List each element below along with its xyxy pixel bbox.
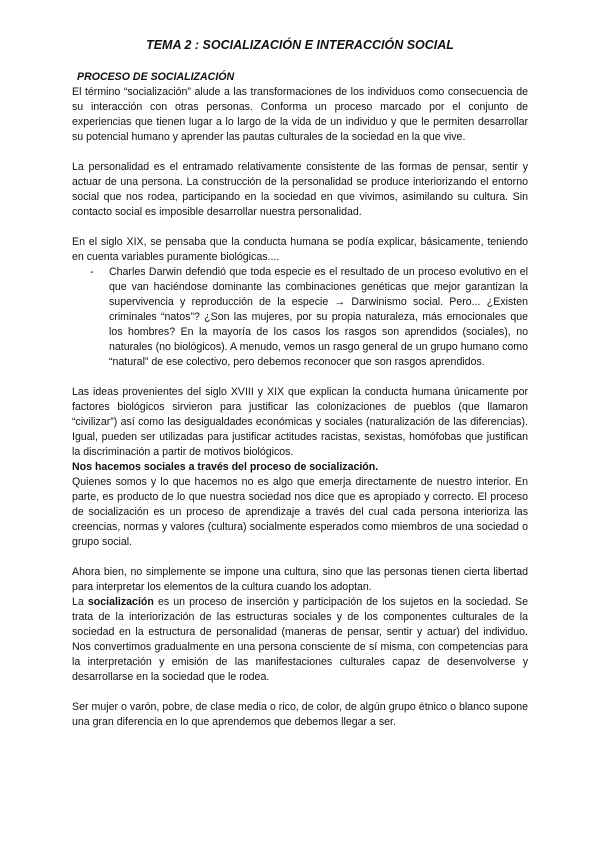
section-heading-proceso: PROCESO DE SOCIALIZACIÓN [77,71,235,83]
paragraph-rest: es un proceso de inserción y participación de los sujetos en la sociedad. Se trata de la interiorización de las estructuras sociales y de los componentes culturales de la sociedad en la estructura de personalidad (maneras de pensar, sentir y actuar) del individuo. Nos convertimos gradualmente en una persona consciente de sí misma, con competencias para la interpretación y emisión de las manifestaciones culturales capaz de desenvolverse y desarrollarse en la sociedad que le rodea. [72,596,529,683]
bold-term-socializacion: socialización [87,596,154,608]
paragraph-socializacion-definition: El término “socialización” alude a las transformaciones de los individuos como consecuencia de su interacción con otras personas. Conforma un proceso marcado por el conjunto de experiencias que tienen lugar a lo largo de la vida de un individuo y que le permiten desarrollar su potencial humano y aprender las pautas culturales de la sociedad en la que vive. [72,86,528,143]
paragraph-socializacion-insercion [72,595,528,685]
paragraph-ahora-bien: Ahora bien, no simplemente se impone una cultura, sino que las personas tienen cierta libertad para interpretar los elementos de la cultura cuando los adoptan. [72,566,528,593]
list-item-darwin-text: Charles Darwin defendió que toda especie es el resultado de un proceso evolutivo en el que van haciéndose dominante las combinaciones genéticas que mejor garantizan la supervivencia y reproducción de la especie → Darwinismo social. Pero... ¿Existen criminales “natos”? ¿Son las mujeres, por su propia naturaleza, más emocionales que los hombres? En la mayoría de los casos los rasgos son aprendidos (sociales), no naturales (no biológicos). A menudo, vemos un rasgo general de un grupo humano como “natural” de ese colectivo, pero debemos reconocer que son rasgos aprendidos. [109,266,528,368]
paragraph-prefix: La [72,596,88,608]
bullet-list [72,265,528,370]
paragraph-siglo-xix: En el siglo XIX, se pensaba que la conducta humana se podía explicar, básicamente, teniendo en cuenta variables puramente biológicas.... [72,236,528,263]
section-heading-nos-hacemos: Nos hacemos sociales a través del proceso de socialización. [72,461,379,473]
paragraph-quienes-somos: Quienes somos y lo que hacemos no es algo que emerja directamente de nuestro interior. En parte, es producto de lo que nuestra sociedad nos dice que es apropiado y correcto. El proceso de socialización es un proceso de aprendizaje a través del cual cada persona interioriza las creencias, normas y valores (cultura) socialmente esperados como miembros de una sociedad o grupo social. [72,476,528,548]
bullet-dash: - [90,266,94,278]
page-title: TEMA 2 : SOCIALIZACIÓN E INTERACCIÓN SOCIAL [146,38,454,52]
document-body [72,70,528,730]
paragraph-ideas-siglo: Las ideas provenientes del siglo XVIII y XIX que explican la conducta humana únicamente por factores biológicos sirvieron para justificar las colonizaciones de pueblos (que llamaron “civilizar”) así como las desigualdades económicas y sociales (naturalización de las diferencias). Igual, pueden ser utilizadas para justificar actitudes racistas, sexistas, homófobas que justifican la discriminación a partir de motivos biológicos. [72,386,528,458]
paragraph-personalidad: La personalidad es el entramado relativamente consistente de las formas de pensar, sentir y actuar de una persona. La construcción de la personalidad se produce interiorizando el entorno social que nos rodea, participando en la sociedad en que vivimos, asimilando su cultura. Sin contacto social es imposible desarrollar nuestra personalidad. [72,161,528,218]
list-item-darwin [90,265,528,370]
paragraph-ser-mujer: Ser mujer o varón, pobre, de clase media o rico, de color, de algún grupo étnico o blanco supone una gran diferencia en lo que aprendemos que debemos llegar a ser. [72,701,528,728]
